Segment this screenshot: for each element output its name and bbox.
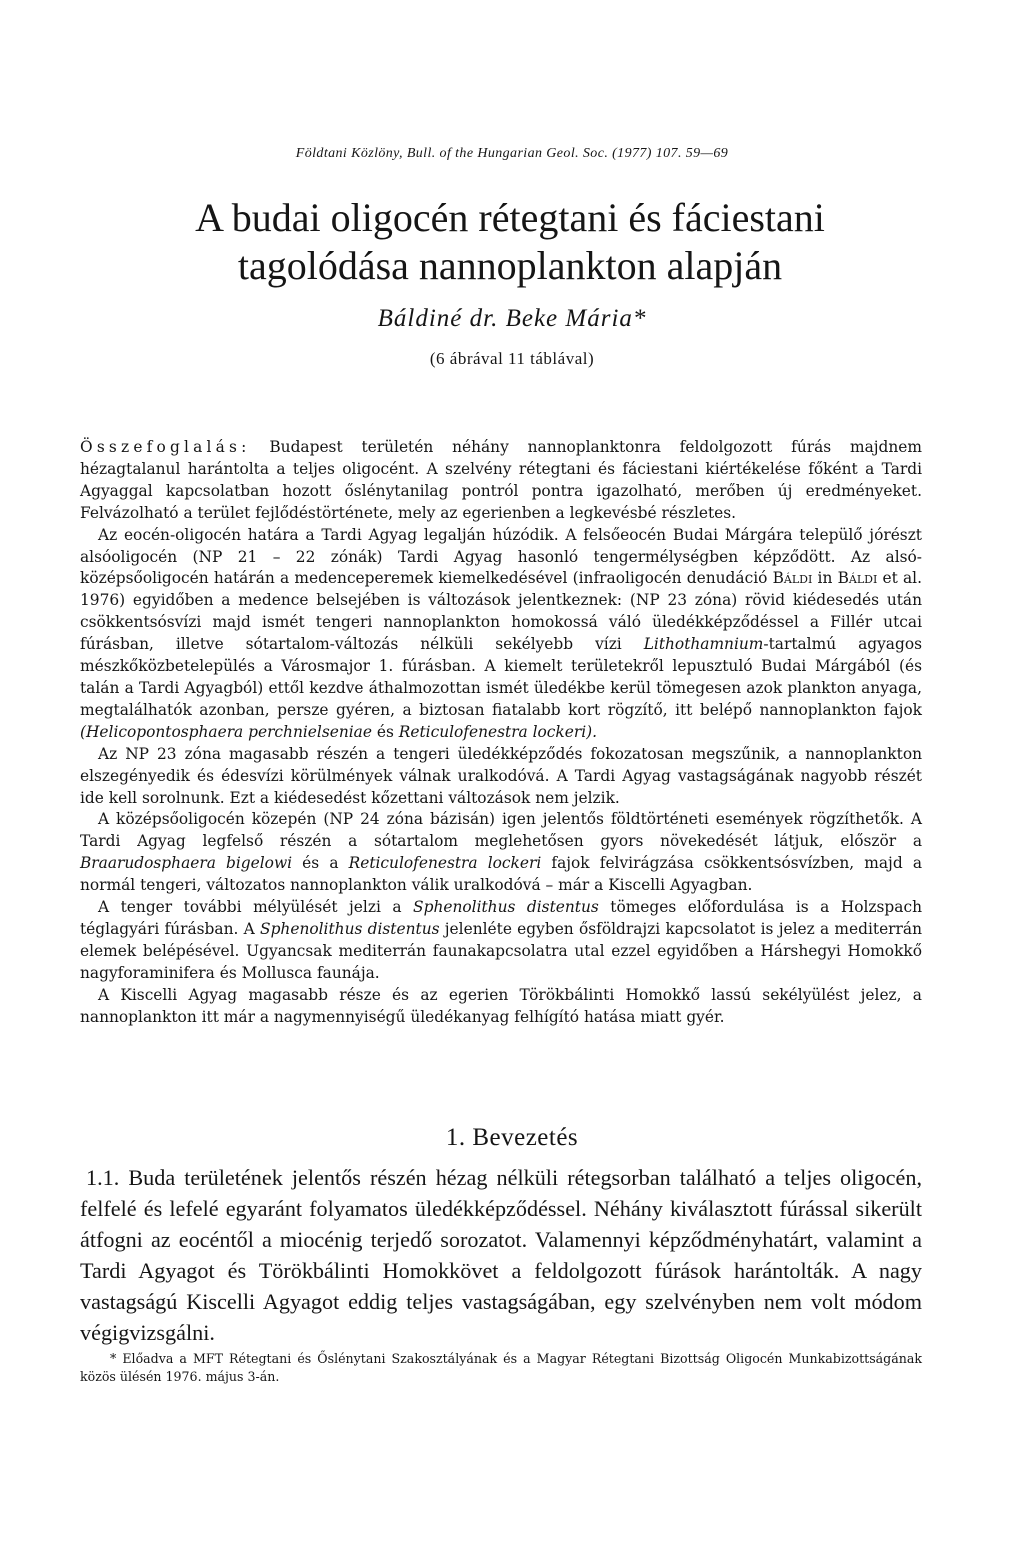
species-name: Reticulofenestra lockeri xyxy=(348,854,542,873)
abstract-paragraph-2: Az eocén-oligocén határa a Tardi Agyag legalján húzódik. A felsőeocén Budai Márgára települő jórészt alsóoligocén (NP 21 – 22 zónák) Tardi Agyag hasonló tengermélységben képződött. Az alsó-középsőoligocén határán a medenceperemek kiemelkedésével (infraoligocén denudáció Báldi in Báldi et al. 1976) egyidőben a medence belsejében is változások jelentkeznek: (NP 23 zóna) rövid kiédesedés után csökkentsósvízi majd ismét tengeri nannoplankton homokossá váló üledékképződéssel a Fillér utcai fúrásban, illetve sótartalom-változás nélküli sekélyebb vízi Lithothamnium-tartalmú agyagos mészkőközbetelepülés a Városmajor 1. fúrásban. A kiemelt területekről lepusztuló Budai Márgából (és talán a Tardi Agyagból) ettől kezdve áthalmozottan ismét üledékbe kerül tömegesen azok plankton anyaga, megtalálhatók azonban, persze gyéren, a biztosan fiatalabb kort rögzítő, itt belépő nannoplankton fajok (Helicopontosphaera perchnielseniae és Reticulofenestra lockeri). xyxy=(80,525,922,741)
species-name: Braarudosphaera bigelowi xyxy=(80,854,293,873)
citation-author: Báldi xyxy=(772,569,813,588)
abstract-paragraph-1: Összefoglalás: Budapest területén néhány nannoplanktonra feldolgozott fúrás majdnem hézagtalanul harántolta a teljes oligocént. A szelvény rétegtani és fáciestani kiértékelése főként a Tardi Agyaggal kapcsolatban hozott őslénytanilag pontról pontra igazolható, merőben új eredményeket. Felvázolható a terület fejlődéstörténete, mely az egerienben a legkevésbé részletes. xyxy=(80,438,922,522)
species-name: (Helicopontosphaera perchnielseniae xyxy=(80,722,372,741)
abstract-paragraph-5: A tenger további mélyülését jelzi a Sphenolithus distentus tömeges előfordulása is a Holzspach téglagyári fúrásban. A Sphenolithus distentus jelenléte egyben ősföldrajzi kapcsolatot is jelez a mediterrán elemek belépésével. Ugyancsak mediterrán faunakapcsolatra utal ezzel egyidőben a Hárshegyi Homokkő nagyforaminifera és Mollusca faunája. xyxy=(80,898,922,982)
footnote: * Előadva a MFT Rétegtani és Őslénytani Szakosztályának és a Magyar Rétegtani Bizottság Oligocén Munkabizottságának közös ülésén 1976. május 3-án. xyxy=(80,1351,922,1384)
species-name: Sphenolithus distentus xyxy=(413,898,599,917)
citation-author: Báldi xyxy=(837,569,878,588)
figures-note: (6 ábrával 11 táblával) xyxy=(429,349,595,368)
abstract-label: Összefoglalás: xyxy=(80,438,251,456)
title-line-2: tagolódása nannoplankton alapján xyxy=(237,243,783,288)
abstract xyxy=(80,437,922,1028)
intro-paragraph: 1.1. Buda területének jelentős részén hézag nélküli rétegsorban található a teljes oligocén, felfelé és lefelé egyaránt folyamatos üledékképződéssel. Néhány kiválasztott fúrással sikerült átfogni az eocéntől a miocénig terjedő sorozatot. Valamennyi képződményhatárt, valamint a Tardi Agyagot és Törökbálinti Homokkövet a feldolgozott fúrások harántolták. A nagy vastagságú Kiscelli Agyagot eddig teljes vastagságában, egy szelvényben nem volt módom végigvizsgálni. xyxy=(80,1165,922,1345)
title-line-1: A budai oligocén rétegtani és fáciestani xyxy=(195,195,825,240)
species-name: Sphenolithus distentus xyxy=(260,919,440,938)
genus-name: Lithothamnium xyxy=(643,635,764,654)
paper-title xyxy=(60,194,960,290)
abstract-paragraph-4: A középsőoligocén közepén (NP 24 zóna bázisán) igen jelentős földtörténeti események rögzíthetők. A Tardi Agyag legfelső részén a sótartalom meglehetősen gyors növekedését látjuk, először a Braarudosphaera bigelowi és a Reticulofenestra lockeri fajok felvirágzása csökkentsósvízben, majd a normál tengeri, változatos nannoplankton válik uralkodóvá – már a Kiscelli Agyagban. xyxy=(80,810,922,895)
abstract-paragraph-3: Az NP 23 zóna magasabb részén a tengeri üledékképződés fokozatosan megszűnik, a nannoplankton elszegényedik és édesvízi körülmények válnak uralkodóvá. A Tardi Agyag vastagságának nagyobb részét ide kell sorolnunk. Ezt a kiédesedést kőzettani változások nem jelzik. xyxy=(80,744,922,807)
abstract-paragraph-6: A Kiscelli Agyag magasabb része és az egerien Törökbálinti Homokkő lassú sekélyülést jelez, a nannoplankton itt már a nagymennyiségű üledékanyag felhígító hatása miatt gyér. xyxy=(80,985,922,1026)
section-heading: 1. Bevezetés xyxy=(445,1124,579,1151)
author-name: Báldiné dr. Beke Mária* xyxy=(377,305,647,332)
species-name: Reticulofenestra lockeri). xyxy=(398,722,598,741)
journal-citation: Földtani Közlöny, Bull. of the Hungarian Geol. Soc. (1977) 107. 59—69 xyxy=(295,146,729,161)
